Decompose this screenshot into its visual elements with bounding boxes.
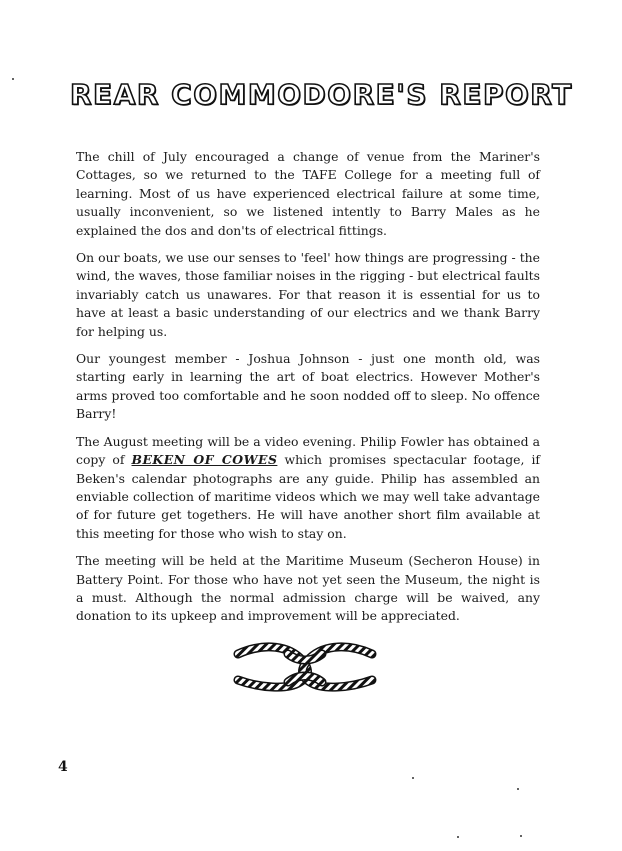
report-body xyxy=(76,148,540,635)
page-number: 4 xyxy=(58,759,68,775)
reef-knot-icon xyxy=(230,636,380,696)
scan-speck xyxy=(520,835,522,837)
scan-speck xyxy=(517,788,519,790)
scan-speck xyxy=(457,836,459,838)
page-title: REAR COMMODORE'S REPORT xyxy=(70,78,573,111)
paragraph-august-meeting xyxy=(76,433,540,543)
scan-speck xyxy=(12,78,14,80)
paragraph-youngest-member: Our youngest member - Joshua Johnson - just one month old, was starting early in learning the art of boat electrics. However Mother's arms proved too comfortable and he soon nodded off to sleep. No offence Barry! xyxy=(76,351,540,422)
paragraph-meeting-location: The meeting will be held at the Maritime Museum (Secheron House) in Battery Point. For those who have not yet seen the Museum, the night is a must. Although the normal admission charge will be waived, any donation to its upkeep and improvement will be appreciated. xyxy=(76,553,540,624)
film-title: BEKEN OF COWES xyxy=(131,452,278,468)
paragraph-electrics: On our boats, we use our senses to 'feel' how things are progressing - the wind, the waves, those familiar noises in the rigging - but electrical faults invariably catch us unawares. For that reason it is essential for us to have at least a basic understanding of our electrics and we thank Barry for helping us. xyxy=(76,250,540,339)
scan-speck xyxy=(412,777,414,779)
paragraph-venue: The chill of July encouraged a change of venue from the Mariner's Cottages, so we returned to the TAFE College for a meeting full of learning. Most of us have experienced electrical failure at some time, usually inconvenient, so we listened intently to Barry Males as he explained the dos and don'ts of electrical fittings. xyxy=(76,149,540,238)
august-text-end: which promises spectacular footage, if Beken's calendar photographs are any guide. Philip has assembled an enviable collection of maritime videos which we may well take advantage of for future get togethers. He will have another short film available at this meeting for those who wish to stay on. xyxy=(76,452,541,541)
august-text-start: The August meeting will be a video evening. Philip Fowler has obtained a copy of xyxy=(76,433,540,468)
